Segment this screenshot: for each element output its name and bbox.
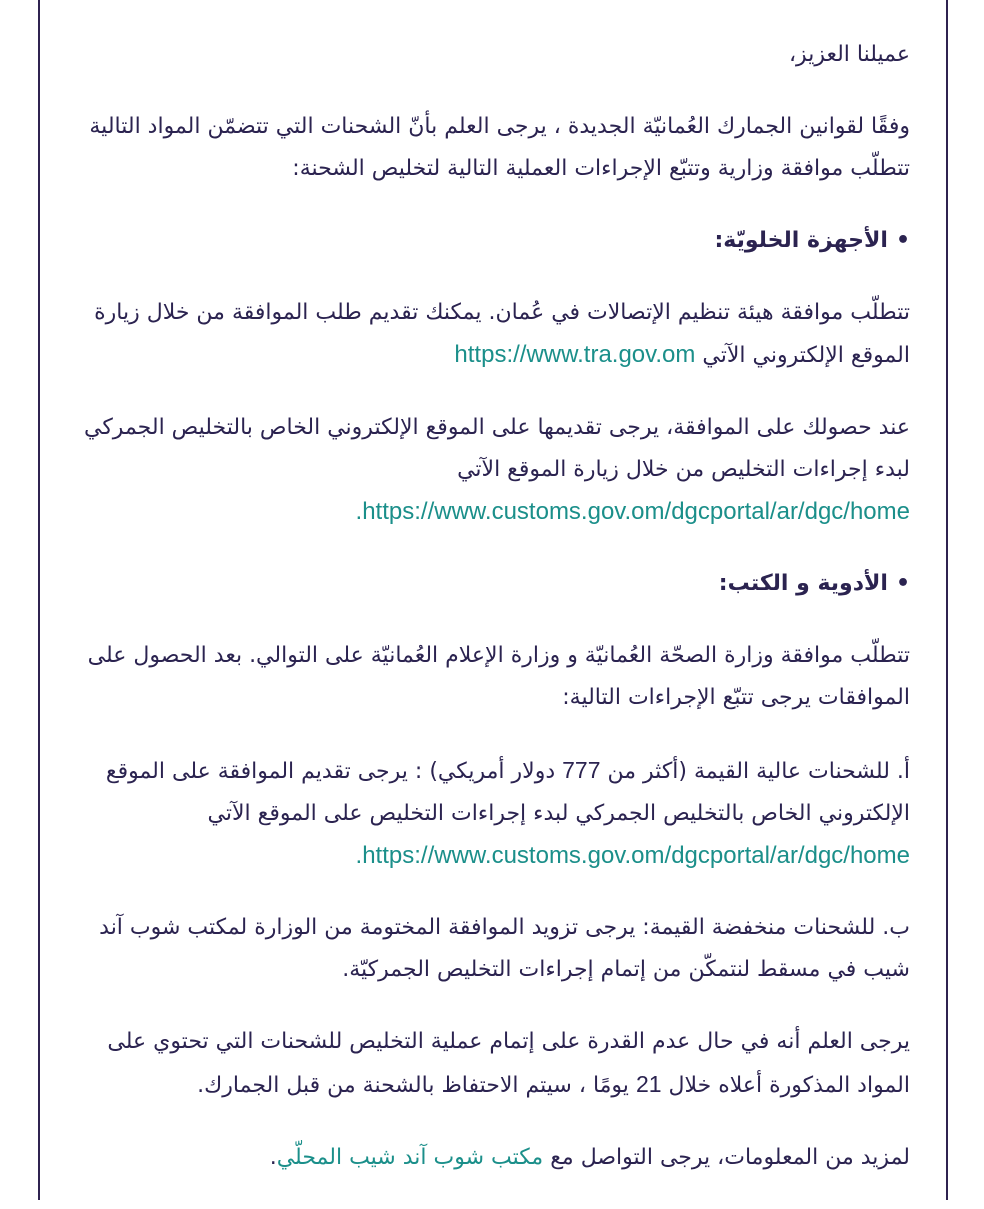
intro-paragraph: وفقًا لقوانين الجمارك العُمانيّة الجديدة ، يرجى العلم بأنّ الشحنات التي تتضمّن المواد التالية تتطلّب موافقة وزارية وتتبّع الإجراءات العملية التالية لتخليص الشحنة: xyxy=(89,114,910,181)
high-value-text-2: دولار أمريكي) : يرجى تقديم الموافقة على الموقع الإلكتروني الخاص بالتخليص الجمركي لبدء إجراءات التخليص على الموقع الآتي xyxy=(105,759,910,826)
contact-text: لمزيد من المعلومات، يرجى التواصل مع xyxy=(550,1145,910,1170)
high-value-amount: 777 xyxy=(562,757,601,783)
section-cellular-title: الأجهزة الخلويّة: xyxy=(714,228,888,253)
high-value-item xyxy=(78,749,910,877)
contact-period: . xyxy=(269,1145,277,1170)
contact-paragraph xyxy=(78,1137,910,1179)
retention-notice xyxy=(78,1021,910,1107)
bullet-icon: • xyxy=(895,571,910,596)
customs-portal-link-2[interactable]: https://www.customs.gov.om/dgcportal/ar/dgc/home. xyxy=(355,842,910,869)
local-office-link[interactable]: مكتب شوب آند شيب المحلّي xyxy=(276,1145,544,1170)
cellular-submit-text: عند حصولك على الموافقة، يرجى تقديمها على الموقع الإلكتروني الخاص بالتخليص الجمركي لبدء إجراءات التخليص من خلال زيارة الموقع الآتي xyxy=(84,415,910,482)
greeting: عميلنا العزيز، xyxy=(788,42,910,67)
section-cellular-heading xyxy=(78,220,910,262)
message-body xyxy=(78,34,910,1209)
high-value-text-1: أ. للشحنات عالية القيمة (أكثر من xyxy=(607,759,910,784)
customs-portal-link-1[interactable]: https://www.customs.gov.om/dgcportal/ar/dgc/home. xyxy=(355,498,910,525)
medicine-books-paragraph: تتطلّب موافقة وزارة الصحّة العُمانيّة و وزارة الإعلام العُمانيّة على التوالي. بعد الحصول على الموافقات يرجى تتبّع الإجراءات التالية: xyxy=(87,643,910,710)
retention-notice-text-2: يومًا ، سيتم الاحتفاظ بالشحنة من قبل الجمارك. xyxy=(197,1073,629,1098)
bullet-icon: • xyxy=(895,228,910,253)
retention-days: 21 xyxy=(635,1071,662,1097)
low-value-item: ب. للشحنات منخفضة القيمة: يرجى تزويد الموافقة المختومة من الوزارة لمكتب شوب آند شيب في مسقط لنتمكّن من إتمام إجراءات التخليص الجمركيّة. xyxy=(99,915,910,982)
section-medicine-books-title: الأدوية و الكتب: xyxy=(718,571,888,596)
cellular-approval-paragraph xyxy=(78,292,910,377)
section-medicine-books-heading xyxy=(78,563,910,605)
tra-link[interactable]: https://www.tra.gov.om xyxy=(454,341,696,368)
cellular-approval-text: تتطلّب موافقة هيئة تنظيم الإتصالات في عُمان. يمكنك تقديم طلب الموافقة من خلال زيارة الموقع الإلكتروني الآتي xyxy=(94,300,910,368)
retention-notice-text-1: يرجى العلم أنه في حال عدم القدرة على إتمام عملية التخليص للشحنات التي تحتوي على المواد المذكورة أعلاه خلال xyxy=(107,1029,910,1098)
cellular-submit-paragraph xyxy=(78,407,910,533)
